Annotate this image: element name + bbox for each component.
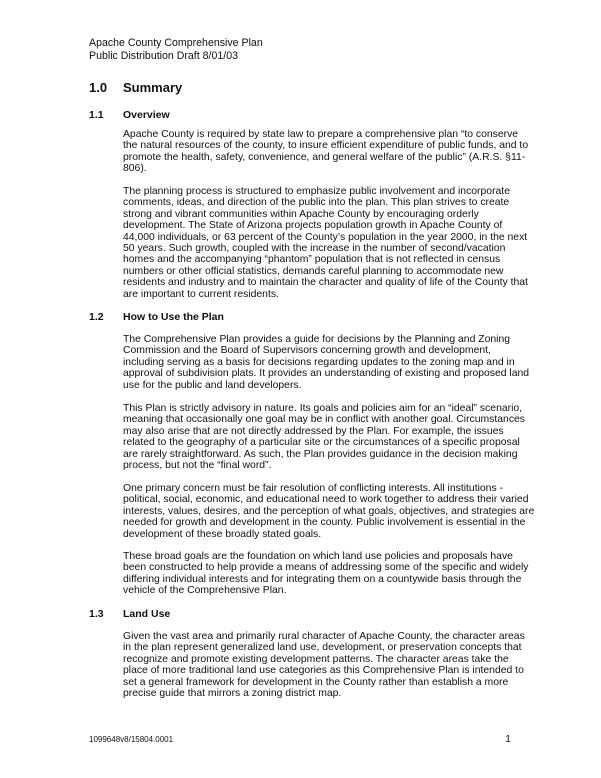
header-draft-date: Public Distribution Draft 8/01/03 xyxy=(89,49,238,62)
document-id: 1099648v8/15804.0001 xyxy=(89,735,174,744)
text-line: Apache County is required by state law to prepare a comprehensive plan “to conserve xyxy=(123,129,519,140)
subsection-title: How to Use the Plan xyxy=(123,311,224,323)
text-line: development. The State of Arizona projects population growth in Apache County of xyxy=(123,220,503,232)
paragraph xyxy=(123,186,528,300)
text-line: strong and vibrant communities within Apache County by encouraging orderly xyxy=(123,208,479,220)
header-plan-title: Apache County Comprehensive Plan xyxy=(89,37,263,49)
text-line: promote the health, safety, convenience, and general welfare of the public” (A.R.S. §11- xyxy=(123,151,526,163)
text-line: recognize and promote existing development patterns. The character areas take the xyxy=(123,653,509,665)
subsection-title: Land Use xyxy=(123,608,171,620)
text-line: related to the geography of a particular site or the circumstances of a specific proposal xyxy=(123,437,520,449)
text-line: comments, ideas, and direction of the public into the plan. This plan strives to create xyxy=(123,197,510,209)
subsection-title: Overview xyxy=(123,109,170,121)
subsection-number: 1.3 xyxy=(89,608,104,620)
text-line: Commission and the Board of Supervisors concerning growth and development, xyxy=(123,345,491,357)
text-line: set a general framework for development in the County rather than establish a more xyxy=(123,676,509,688)
page-number: 1 xyxy=(505,733,511,745)
text-line: numbers or other official statistics, demands careful planning to accommodate new xyxy=(123,265,504,277)
text-line: The Comprehensive Plan provides a guide for decisions by the Planning and Zoning xyxy=(123,334,511,345)
text-line: place of more traditional land use categories as this Comprehensive Plan is intended to xyxy=(123,665,524,677)
subsection-number: 1.1 xyxy=(89,109,104,121)
text-line: vehicle of the Comprehensive Plan. xyxy=(123,585,287,597)
text-line: homes and the accompanying “phantom” population that is not reflected in census xyxy=(123,254,501,266)
subsection-number: 1.2 xyxy=(89,311,104,323)
text-line: development of these broadly stated goals. xyxy=(123,528,322,540)
text-line: in the plan represent generalized land use, development, or preservation concepts that xyxy=(123,642,522,654)
text-line: 806). xyxy=(123,163,147,175)
text-line: political, social, economic, and educational need to work together to address their varied xyxy=(123,494,529,506)
paragraph xyxy=(123,483,535,540)
text-line: are important to current residents. xyxy=(123,288,279,300)
text-line: The planning process is structured to emphasize public involvement and incorporate xyxy=(123,186,510,197)
paragraph xyxy=(123,631,525,700)
text-line: meaning that occasionally one goal may be in conflict with another goal. Circumstances xyxy=(123,414,525,426)
text-line: are rarely straightforward. As such, the Plan provides guidance in the decision making xyxy=(123,448,518,460)
text-line: Given the vast area and primarily rural character of Apache County, the character areas xyxy=(123,631,525,642)
text-line: needed for growth and development in the county. Public involvement is essential in the xyxy=(123,517,526,529)
text-line: approval of subdivision plats. It provides an understanding of existing and proposed land xyxy=(123,368,530,380)
text-line: 50 years. Such growth, coupled with the increase in the number of second/vacation xyxy=(123,243,506,255)
text-line: process, but not the “final word”. xyxy=(123,460,272,472)
text-line: These broad goals are the foundation on which land use policies and proposals have xyxy=(123,551,513,562)
section-title: Summary xyxy=(123,80,183,95)
paragraph xyxy=(123,334,530,391)
text-line: been constructed to help provide a means of addressing some of the specific and widely xyxy=(123,562,529,574)
section-number: 1.0 xyxy=(89,80,108,95)
text-line: This Plan is strictly advisory in nature. Its goals and policies aim for an “ideal” scenario, xyxy=(123,403,523,414)
text-line: residents and industry and to maintain the character and quality of life of the County that xyxy=(123,277,528,289)
running-header xyxy=(89,37,263,62)
text-line: including serving as a basis for decisions regarding updates to the zoning map and in xyxy=(123,356,515,368)
text-line: One primary concern must be fair resolution of conflicting interests. All institutions - xyxy=(123,483,503,494)
paragraph xyxy=(123,551,529,597)
text-line: use for the public and land developers. xyxy=(123,379,302,391)
paragraph xyxy=(123,129,529,175)
text-line: the natural resources of the county, to insure efficient expenditure of public funds, and to xyxy=(123,140,529,152)
text-line: 44,000 individuals, or 63 percent of the County’s population in the year 2000, in the next xyxy=(123,231,528,243)
text-line: precise guide that mirrors a zoning district map. xyxy=(123,688,342,700)
text-line: differing individual interests and for integrating them on a countywide basis through the xyxy=(123,573,522,585)
text-line: interests, values, desires, and the perception of what goals, objectives, and strategies are xyxy=(123,505,535,517)
text-line: may also arise that are not directly addressed by the Plan. For example, the issues xyxy=(123,425,504,437)
paragraph xyxy=(123,403,525,472)
